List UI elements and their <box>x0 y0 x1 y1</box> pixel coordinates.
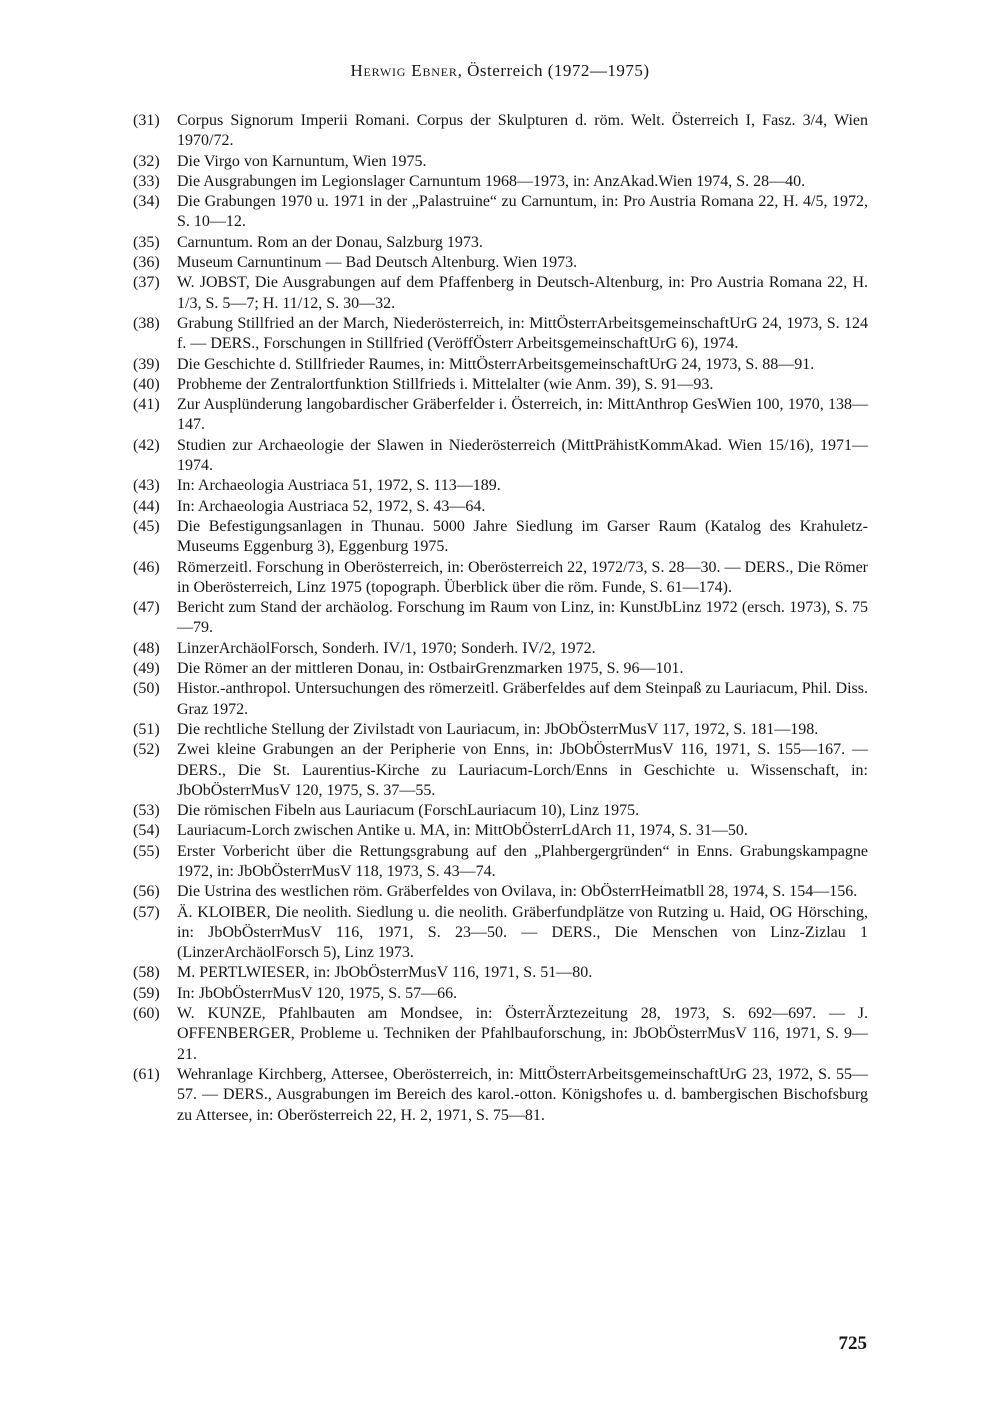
footnote-number: (45) <box>133 517 160 535</box>
footnote-item <box>133 314 868 355</box>
footnote-text: LinzerArchäolForsch, Sonderh. IV/1, 1970; Sonderh. IV/2, 1972. <box>177 639 596 657</box>
footnote-item <box>133 375 868 395</box>
running-head-title: , Österreich (1972—1975) <box>457 61 650 80</box>
footnote-item <box>133 821 868 841</box>
footnote-item <box>133 740 868 801</box>
footnote-text: Die Grabungen 1970 u. 1971 in der „Palastruine“ zu Carnuntum, in: Pro Austria Romana 22, H. 4/5, 1972, S. 10—12. <box>177 193 868 231</box>
footnote-text: Zur Ausplünderung langobardischer Gräberfelder i. Österreich, in: MittAnthrop GesWien 100, 1970, 138—147. <box>177 396 868 434</box>
footnote-number: (36) <box>133 254 160 272</box>
footnote-number: (49) <box>133 660 160 678</box>
footnote-item <box>133 355 868 375</box>
footnote-text: Corpus Signorum Imperii Romani. Corpus der Skulpturen d. röm. Welt. Österreich I, Fasz. 3/4, Wien 1970/72. <box>177 112 868 150</box>
footnote-text: Wehranlage Kirchberg, Attersee, Oberösterreich, in: MittÖsterrArbeitsgemeinschaftUrG 23, 1972, S. 55—57. — DERS., Ausgrabungen im Bereich des karol.-otton. Königshofes u. d. bambergischen Bischofsburg zu Attersee, in: Oberösterreich 22, H. 2, 1971, S. 75—81. <box>177 1065 868 1124</box>
footnote-item <box>133 192 868 233</box>
footnote-number: (54) <box>133 822 160 840</box>
footnote-item <box>133 497 868 517</box>
footnote-number: (40) <box>133 375 160 393</box>
footnote-item <box>133 903 868 964</box>
footnote-text: Die Geschichte d. Stillfrieder Raumes, in: MittÖsterrArbeitsgemeinschaftUrG 24, 1973, S. 88—91. <box>177 355 815 373</box>
footnote-text: In: JbObÖsterrMusV 120, 1975, S. 57—66. <box>177 984 458 1002</box>
footnote-item <box>133 395 868 436</box>
footnote-text: Die Ustrina des westlichen röm. Gräberfeldes von Ovilava, in: ObÖsterrHeimatbll 28, 1974, S. 154—156. <box>177 883 858 901</box>
footnote-number: (34) <box>133 193 160 211</box>
footnote-item <box>133 1004 868 1065</box>
footnote-item <box>133 558 868 599</box>
page-number: 725 <box>838 1333 867 1354</box>
footnote-number: (55) <box>133 842 160 860</box>
footnote-item <box>133 720 868 740</box>
footnote-number: (31) <box>133 112 160 129</box>
footnote-number: (51) <box>133 720 160 738</box>
footnote-text: Grabung Stillfried an der March, Niederösterreich, in: MittÖsterrArbeitsgemeinschaftUrG 24, 1973, S. 124 f. — DERS., Forschungen in Stillfried (VeröffÖsterr ArbeitsgemeinschaftUrG 6), 1974. <box>177 314 868 353</box>
footnote-item <box>133 984 868 1004</box>
footnote-number: (50) <box>133 680 160 698</box>
footnote-number: (61) <box>133 1065 160 1083</box>
footnote-number: (56) <box>133 883 160 901</box>
footnote-text: Bericht zum Stand der archäolog. Forschung im Raum von Linz, in: KunstJbLinz 1972 (ersch. 1973), S. 75—79. <box>177 599 868 637</box>
footnote-text: Studien zur Archaeologie der Slawen in Niederösterreich (MittPrähistKommAkad. Wien 15/16), 1971—1974. <box>177 436 868 475</box>
footnote-number: (53) <box>133 802 160 820</box>
footnote-text: Ä. KLOIBER, Die neolith. Siedlung u. die neolith. Gräberfundplätze von Rutzing u. Haid, OG Hörsching, in: JbObÖsterrMusV 116, 1971, S. 23—50. — DERS., Die Menschen von Linz-Zizlau 1 (LinzerArchäolForsch 5), Linz 1973. <box>177 903 868 962</box>
footnote-item <box>133 233 868 253</box>
footnote-item <box>133 111 868 152</box>
footnote-text: Probheme der Zentralortfunktion Stillfrieds i. Mittelalter (wie Anm. 39), S. 91—93. <box>177 375 714 393</box>
footnote-number: (46) <box>133 558 160 576</box>
footnote-number: (42) <box>133 436 160 454</box>
footnote-text: Die römischen Fibeln aus Lauriacum (ForschLauriacum 10), Linz 1975. <box>177 802 640 820</box>
footnote-text: Histor.-anthropol. Untersuchungen des römerzeitl. Gräberfeldes auf dem Steinpaß zu Lauriacum, Phil. Diss. Graz 1972. <box>177 680 868 718</box>
footnote-number: (52) <box>133 741 160 759</box>
footnote-text: In: Archaeologia Austriaca 52, 1972, S. 43—64. <box>177 497 486 515</box>
footnote-number: (57) <box>133 903 160 921</box>
footnote-item <box>133 152 868 172</box>
footnote-number: (38) <box>133 314 160 332</box>
footnote-item <box>133 639 868 659</box>
footnote-item <box>133 476 868 496</box>
footnote-number: (41) <box>133 396 160 414</box>
footnote-number: (39) <box>133 355 160 373</box>
footnote-item <box>133 842 868 883</box>
footnote-item <box>133 659 868 679</box>
footnote-text: Erster Vorbericht über die Rettungsgrabung auf den „Plahbergergründen“ in Enns. Grabungskampagne 1972, in: JbObÖsterrMusV 118, 1973, S. 43—74. <box>177 842 868 880</box>
running-head <box>0 61 1000 81</box>
footnote-item <box>133 253 868 273</box>
footnote-number: (47) <box>133 599 160 617</box>
footnote-text: Die Ausgrabungen im Legionslager Carnuntum 1968—1973, in: AnzAkad.Wien 1974, S. 28—40. <box>177 172 806 190</box>
footnote-number: (32) <box>133 152 160 170</box>
footnote-text: M. PERTLWIESER, in: JbObÖsterrMusV 116, 1971, S. 51—80. <box>177 964 593 982</box>
footnote-number: (44) <box>133 497 160 515</box>
footnote-item <box>133 963 868 983</box>
footnote-number: (43) <box>133 477 160 495</box>
footnote-text: Die Virgo von Karnuntum, Wien 1975. <box>177 152 427 170</box>
footnote-number: (58) <box>133 964 160 982</box>
footnote-text: Lauriacum-Lorch zwischen Antike u. MA, in: MittObÖsterrLdArch 11, 1974, S. 31—50. <box>177 822 748 840</box>
footnote-number: (59) <box>133 984 160 1002</box>
footnote-item <box>133 598 868 639</box>
running-head-author: Herwig Ebner <box>350 61 458 80</box>
footnote-number: (37) <box>133 274 160 292</box>
footnote-number: (48) <box>133 639 160 657</box>
footnote-number: (60) <box>133 1005 160 1023</box>
footnote-text: Römerzeitl. Forschung in Oberösterreich, in: Oberösterreich 22, 1972/73, S. 28—30. — DERS., Die Römer in Oberösterreich, Linz 1975 (topograph. Überblick über die röm. Funde, S. 61—174). <box>177 558 868 596</box>
footnote-item <box>133 273 868 314</box>
footnote-item <box>133 436 868 477</box>
footnote-text: Die rechtliche Stellung der Zivilstadt von Lauriacum, in: JbObÖsterrMusV 117, 1972, S. 181—198. <box>177 720 819 738</box>
footnote-item <box>133 882 868 902</box>
footnote-text: Zwei kleine Grabungen an der Peripherie von Enns, in: JbObÖsterrMusV 116, 1971, S. 155—167. — DERS., Die St. Laurentius-Kirche zu Lauriacum-Lorch/Enns in Geschichte u. Wissenschaft, in: JbObÖsterrMusV 120, 1975, S. 37—55. <box>177 741 868 799</box>
footnote-list <box>133 111 868 1126</box>
footnote-text: W. JOBST, Die Ausgrabungen auf dem Pfaffenberg in Deutsch-Altenburg, in: Pro Austria Romana 22, H. 1/3, S. 5—7; H. 11/12, S. 30—32. <box>177 274 868 312</box>
footnote-item <box>133 801 868 821</box>
footnote-text: Museum Carnuntinum — Bad Deutsch Altenburg. Wien 1973. <box>177 254 578 272</box>
footnote-text: In: Archaeologia Austriaca 51, 1972, S. 113—189. <box>177 477 501 495</box>
footnote-number: (35) <box>133 233 160 251</box>
footnote-item <box>133 1065 868 1126</box>
footnote-item <box>133 172 868 192</box>
footnote-text: Die Römer an der mittleren Donau, in: OstbairGrenzmarken 1975, S. 96—101. <box>177 660 684 678</box>
footnote-item <box>133 517 868 558</box>
footnote-text: Die Befestigungsanlagen in Thunau. 5000 Jahre Siedlung im Garser Raum (Katalog des Krahuletz-Museums Eggenburg 3), Eggenburg 1975. <box>177 517 868 556</box>
footnote-text: W. KUNZE, Pfahlbauten am Mondsee, in: ÖsterrÄrztezeitung 28, 1973, S. 692—697. — J. OFFENBERGER, Probleme u. Techniken der Pfahlbauforschung, in: JbObÖsterrMusV 116, 1971, S. 9—21. <box>177 1005 868 1063</box>
footnote-item <box>133 679 868 720</box>
footnote-number: (33) <box>133 172 160 190</box>
footnote-text: Carnuntum. Rom an der Donau, Salzburg 1973. <box>177 233 483 251</box>
